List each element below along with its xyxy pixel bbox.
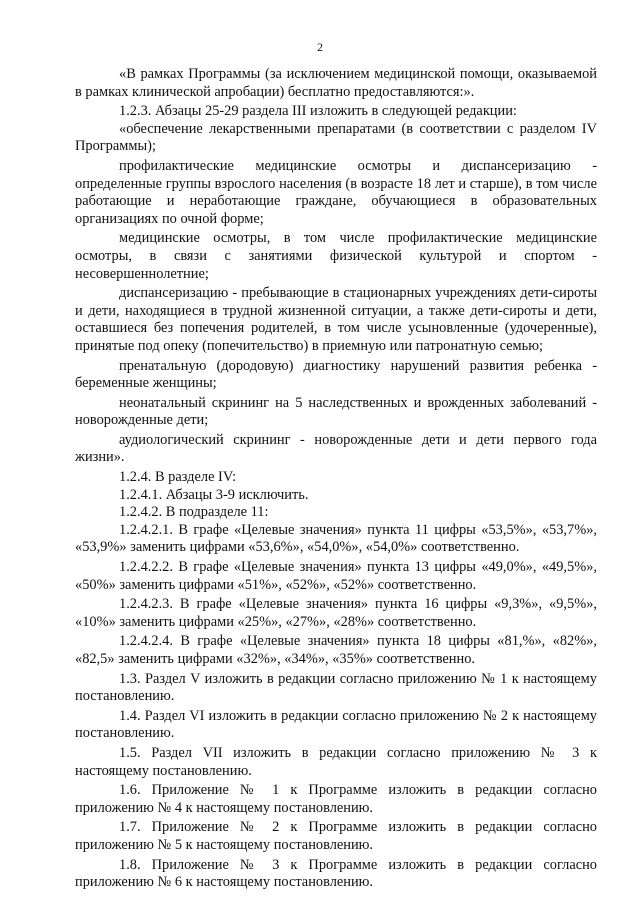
paragraph-1-2-4: 1.2.4. В разделе IV: xyxy=(119,469,237,486)
paragraph-1-6: 1.6. Приложение № 1 к Программе изложить в редакции согласно приложению № 4 к настоящему постановлению. xyxy=(75,782,597,816)
paragraph-1-2-4-2-2: 1.2.4.2.2. В графе «Целевые значения» пункта 13 цифры «49,0%», «49,5%», «50%» заменить цифрами «51%», «52%», «52%» соответственно. xyxy=(75,559,597,593)
paragraph-neonatal: неонатальный скрининг на 5 наследственных и врожденных заболеваний - новорожденные дети; xyxy=(75,394,597,429)
paragraph-1-2-4-1: 1.2.4.1. Абзацы 3-9 исключить. xyxy=(119,486,309,503)
paragraph-minor-checkups: медицинские осмотры, в том числе профилактические медицинские осмотры, в связи с занятиями физической культурой и спортом - несовершеннолетние; xyxy=(75,230,597,282)
paragraph-orphans: диспансеризацию - пребывающие в стационарных учреждениях дети-сироты и дети, находящиеся в трудной жизненной ситуации, а также дети-сироты и дети, оставшиеся без попечения родителей, в том числе усыновленные (удочеренные), принятые под опеку (попечительство) в приемную или патронатную семью; xyxy=(75,285,597,354)
paragraph-intro-quote: «В рамках Программы (за исключением медицинской помощи, оказываемой в рамках клинической апробации) бесплатно предоставляются:». xyxy=(75,66,597,100)
paragraph-1-2-4-2: 1.2.4.2. В подразделе 11: xyxy=(119,504,269,521)
paragraph-drugs: «обеспечение лекарственными препаратами (в соответствии с разделом IV Программы); xyxy=(75,120,597,155)
paragraph-adult-checkups: профилактические медицинские осмотры и диспансеризацию - определенные группы взрослого населения (в возрасте 18 лет и старше), в том числе работающие и неработающие граждане, обучающиеся в образовательных организациях по очной форме; xyxy=(75,157,597,227)
paragraph-audiology: аудиологический скрининг - новорожденные дети и дети первого года жизни». xyxy=(75,431,597,466)
paragraph-prenatal: пренатальную (дородовую) диагностику нарушений развития ребенка - беременные женщины; xyxy=(75,357,597,392)
paragraph-1-3: 1.3. Раздел V изложить в редакции согласно приложению № 1 к настоящему постановлению. xyxy=(75,670,597,705)
paragraph-1-2-4-2-4: 1.2.4.2.4. В графе «Целевые значения» пункта 18 цифры «81,%», «82%», «82,5» заменить цифрами «32%», «34%», «35%» соответственно. xyxy=(75,633,597,667)
page-number: 2 xyxy=(317,40,323,54)
paragraph-1-2-4-2-3: 1.2.4.2.3. В графе «Целевые значения» пункта 16 цифры «9,3%», «9,5%», «10%» заменить цифрами «25%», «27%», «28%» соответственно. xyxy=(75,596,597,630)
paragraph-1-4: 1.4. Раздел VI изложить в редакции согласно приложению № 2 к настоящему постановлению. xyxy=(75,707,597,742)
paragraph-1-2-3: 1.2.3. Абзацы 25-29 раздела III изложить в следующей редакции: xyxy=(119,103,517,120)
paragraph-1-7: 1.7. Приложение № 2 к Программе изложить в редакции согласно приложению № 5 к настоящему постановлению. xyxy=(75,819,597,853)
paragraph-1-5: 1.5. Раздел VII изложить в редакции согласно приложению № 3 к настоящему постановлению. xyxy=(75,744,597,779)
document-body xyxy=(75,66,597,894)
paragraph-1-2-4-2-1: 1.2.4.2.1. В графе «Целевые значения» пункта 11 цифры «53,5%», «53,7%», «53,9%» заменить цифрами «53,6%», «54,0%», «54,0%» соответственно. xyxy=(75,521,597,556)
paragraph-1-8: 1.8. Приложение № 3 к Программе изложить в редакции согласно приложению № 6 к настоящему постановлению. xyxy=(75,856,597,891)
